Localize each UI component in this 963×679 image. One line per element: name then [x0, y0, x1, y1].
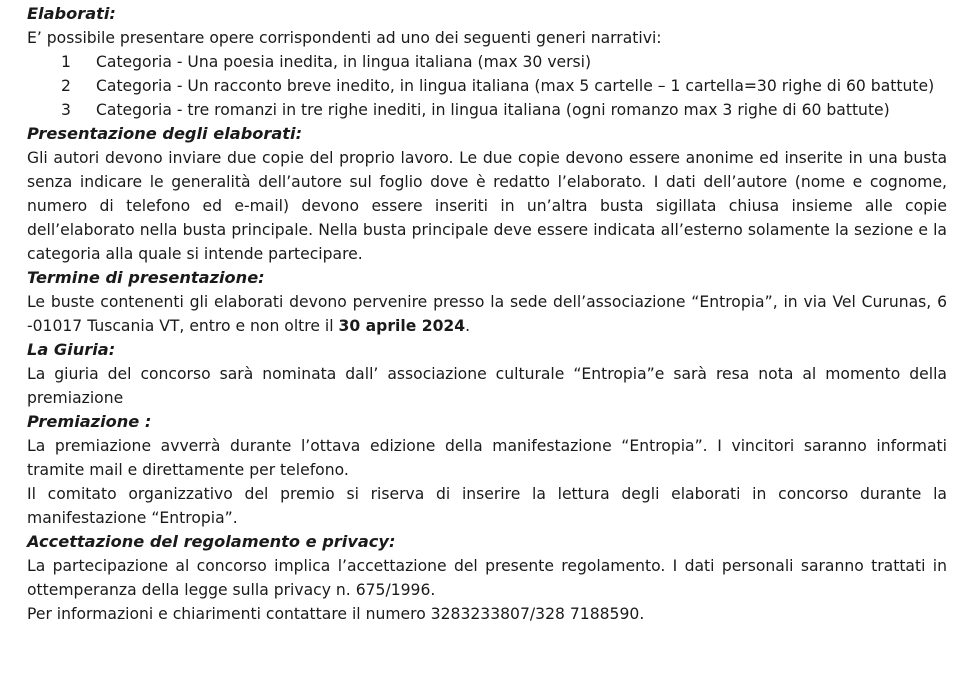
accettazione-text-1: La partecipazione al concorso implica l’accettazione del presente regolamento. I dati personali saranno trattati in ottemperanza della legge sulla privacy n. 675/1996. — [27, 557, 947, 599]
list-item — [27, 50, 947, 74]
section-heading-presentazione: Presentazione degli elaborati: — [27, 124, 303, 143]
category-number: 1 — [61, 53, 71, 71]
category-number: 2 — [61, 77, 71, 95]
section-heading-termine: Termine di presentazione: — [27, 268, 265, 287]
category-list — [27, 50, 947, 122]
section-heading-giuria: La Giuria: — [27, 340, 116, 359]
category-text: Categoria - Una poesia inedita, in lingua italiana (max 30 versi) — [96, 53, 592, 71]
category-text: Categoria - Un racconto breve inedito, in lingua italiana (max 5 cartelle – 1 cartella=30 righe di 60 battute) — [96, 77, 935, 95]
presentazione-text: Gli autori devono inviare due copie del proprio lavoro. Le due copie devono essere anonime ed inserite in una busta senza indicare le generalità dell’autore sul foglio dove è redatto l’elaborato. I dati dell’autore (nome e cognome, numero di telefono ed e-mail) devono essere inseriti in un’altra busta sigillata chiusa insieme alle copie dell’elaborato nella busta principale. Nella busta principale deve essere indicata all’esterno solamente la sezione e la categoria alla quale si intende partecipare. — [27, 149, 947, 263]
elaborati-intro: E’ possibile presentare opere corrispondenti ad uno dei seguenti generi narrativi: — [27, 29, 662, 47]
category-text: Categoria - tre romanzi in tre righe inediti, in lingua italiana (ogni romanzo max 3 righe di 60 battute) — [96, 101, 890, 119]
contact-info: Per informazioni e chiarimenti contattare il numero 3283233807/328 7188590. — [27, 605, 645, 623]
premiazione-text-2: Il comitato organizzativo del premio si riserva di inserire la lettura degli elaborati in concorso durante la manifestazione “Entropia”. — [27, 485, 947, 527]
deadline-date: 30 aprile 2024 — [338, 317, 466, 335]
section-heading-premiazione: Premiazione : — [27, 412, 152, 431]
section-heading-accettazione: Accettazione del regolamento e privacy: — [27, 532, 396, 551]
termine-text — [27, 290, 947, 338]
regulation-document — [27, 2, 947, 626]
section-heading-elaborati: Elaborati: — [27, 4, 116, 23]
termine-text-after: . — [465, 317, 471, 335]
giuria-text: La giuria del concorso sarà nominata dall’ associazione culturale “Entropia”e sarà resa nota al momento della premiazione — [27, 365, 947, 407]
category-number: 3 — [61, 101, 71, 119]
termine-text-before: Le buste contenenti gli elaborati devono pervenire presso la sede dell’associazione “Entropia”, in via Vel Curunas, 6 -01017 Tuscania VT, entro e non oltre il — [27, 293, 947, 335]
list-item — [27, 74, 947, 98]
premiazione-text-1: La premiazione avverrà durante l’ottava edizione della manifestazione “Entropia”. I vincitori saranno informati tramite mail e direttamente per telefono. — [27, 437, 947, 479]
list-item — [27, 98, 947, 122]
